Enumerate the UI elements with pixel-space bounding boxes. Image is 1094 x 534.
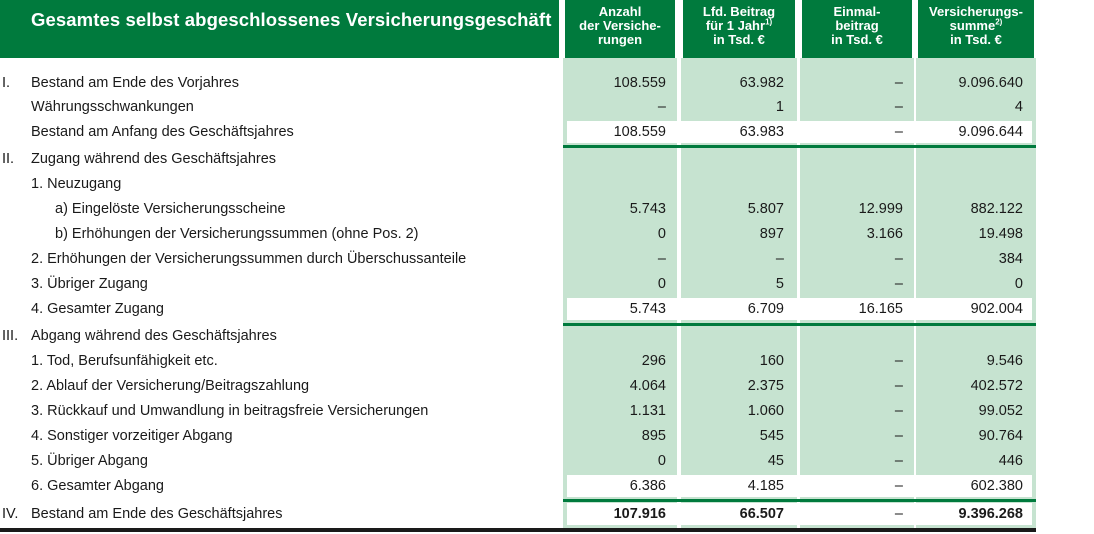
table-cell: 9.096.640 — [958, 75, 1023, 91]
table-cell: – — [894, 378, 903, 394]
table-cell: 99.052 — [978, 403, 1023, 419]
table-cell: 446 — [998, 453, 1023, 469]
col-header-lfd-beitrag: Lfd. Beitrag für 1 Jahr$^{1)}$ in Tsd. € — [683, 0, 795, 58]
table-cell: 545 — [759, 428, 784, 444]
table-cell: 63.983 — [739, 124, 784, 140]
table-bottom-rule — [0, 528, 1036, 532]
table-cell: – — [894, 75, 903, 91]
table-cell: 902.004 — [970, 301, 1023, 317]
row-label: 2. Ablauf der Versicherung/Beitragszahlung — [31, 378, 310, 394]
table-cell: 897 — [759, 226, 784, 242]
section-separator — [563, 499, 1036, 502]
table-cell: 45 — [767, 453, 784, 469]
table-cell: – — [894, 276, 903, 292]
table-cell: 108.559 — [613, 124, 666, 140]
col-header-versicherungssumme: Versicherungs- summe$^{2)}$ in Tsd. € — [918, 0, 1034, 58]
table-cell: 0 — [657, 453, 666, 469]
table-cell: 402.572 — [970, 378, 1023, 394]
table-cell: 63.982 — [739, 75, 784, 91]
row-label: 4. Gesamter Zugang — [31, 301, 164, 317]
table-cell: 384 — [998, 251, 1023, 267]
table-cell: 16.165 — [858, 301, 903, 317]
table-cell: 160 — [759, 353, 784, 369]
table-cell: 9.096.644 — [958, 124, 1023, 140]
table-cell: – — [894, 453, 903, 469]
row-label: Bestand am Ende des Vorjahres — [31, 75, 239, 91]
table-cell: – — [894, 124, 903, 140]
row-label: 3. Rückkauf und Umwandlung in beitragsfreie Versicherungen — [31, 403, 429, 419]
row-label: 5. Übriger Abgang — [31, 453, 148, 469]
table-cell: – — [657, 251, 666, 267]
table-cell: 5.743 — [629, 201, 666, 217]
table-cell: 1.131 — [629, 403, 666, 419]
table-cell: 882.122 — [970, 201, 1023, 217]
table-cell: 3.166 — [866, 226, 903, 242]
table-cell: 5 — [775, 276, 784, 292]
table-cell: 6.386 — [629, 478, 666, 494]
table-cell: 4 — [1014, 99, 1023, 115]
section-number: I. — [2, 75, 11, 91]
row-label: 1. Tod, Berufsunfähigkeit etc. — [31, 353, 218, 369]
table-cell: 0 — [657, 276, 666, 292]
table-cell: 5.743 — [629, 301, 666, 317]
section-number: II. — [2, 151, 15, 167]
table-cell: 9.396.268 — [958, 506, 1023, 522]
table-cell: – — [894, 403, 903, 419]
table-cell: – — [894, 506, 903, 522]
row-label: 6. Gesamter Abgang — [31, 478, 164, 494]
table-cell: – — [894, 251, 903, 267]
table-cell: 1.060 — [747, 403, 784, 419]
table-title: Gesamtes selbst abgeschlossenes Versicherungsgeschäft — [31, 9, 552, 30]
section-separator — [563, 145, 1036, 148]
table-cell: 66.507 — [739, 506, 784, 522]
table-cell: 6.709 — [747, 301, 784, 317]
row-label: Bestand am Ende des Geschäftsjahres — [31, 506, 283, 522]
row-label: Währungsschwankungen — [31, 99, 194, 115]
section-number: IV. — [2, 506, 19, 522]
row-label: b) Erhöhungen der Versicherungssummen (ohne Pos. 2) — [55, 226, 419, 242]
row-label: a) Eingelöste Versicherungsscheine — [55, 201, 286, 217]
row-label: Abgang während des Geschäftsjahres — [31, 328, 277, 344]
row-label: 2. Erhöhungen der Versicherungssummen durch Überschussanteile — [31, 251, 467, 267]
table-cell: – — [894, 353, 903, 369]
table-cell: 5.807 — [747, 201, 784, 217]
table-cell: 1 — [775, 99, 784, 115]
table-cell: 0 — [657, 226, 666, 242]
table-cell: – — [894, 478, 903, 494]
row-label: Bestand am Anfang des Geschäftsjahres — [31, 124, 294, 140]
table-cell: 4.064 — [629, 378, 666, 394]
section-number: III. — [2, 328, 19, 344]
row-label: 3. Übriger Zugang — [31, 276, 148, 292]
table-cell: 2.375 — [747, 378, 784, 394]
table-cell: 296 — [641, 353, 666, 369]
row-label: 1. Neuzugang — [31, 176, 122, 192]
row-label: Zugang während des Geschäftsjahres — [31, 151, 277, 167]
table-cell: 602.380 — [970, 478, 1023, 494]
row-label: 4. Sonstiger vorzeitiger Abgang — [31, 428, 233, 444]
table-cell: 4.185 — [747, 478, 784, 494]
table-cell: 107.916 — [613, 506, 666, 522]
table-cell: – — [894, 428, 903, 444]
table-cell: 0 — [1014, 276, 1023, 292]
col-header-anzahl: Anzahl der Versiche- rungen — [565, 0, 675, 58]
table-cell: 108.559 — [613, 75, 666, 91]
table-cell: 9.546 — [986, 353, 1023, 369]
table-cell: – — [894, 99, 903, 115]
section-separator — [563, 323, 1036, 326]
table-cell: 895 — [641, 428, 666, 444]
table-cell: 12.999 — [858, 201, 903, 217]
table-cell: – — [775, 251, 784, 267]
table-cell: 19.498 — [978, 226, 1023, 242]
table-title-bar — [0, 0, 559, 58]
table-cell: – — [657, 99, 666, 115]
table-cell: 90.764 — [978, 428, 1023, 444]
col-header-einmalbeitrag: Einmal- beitrag in Tsd. € — [802, 0, 912, 58]
